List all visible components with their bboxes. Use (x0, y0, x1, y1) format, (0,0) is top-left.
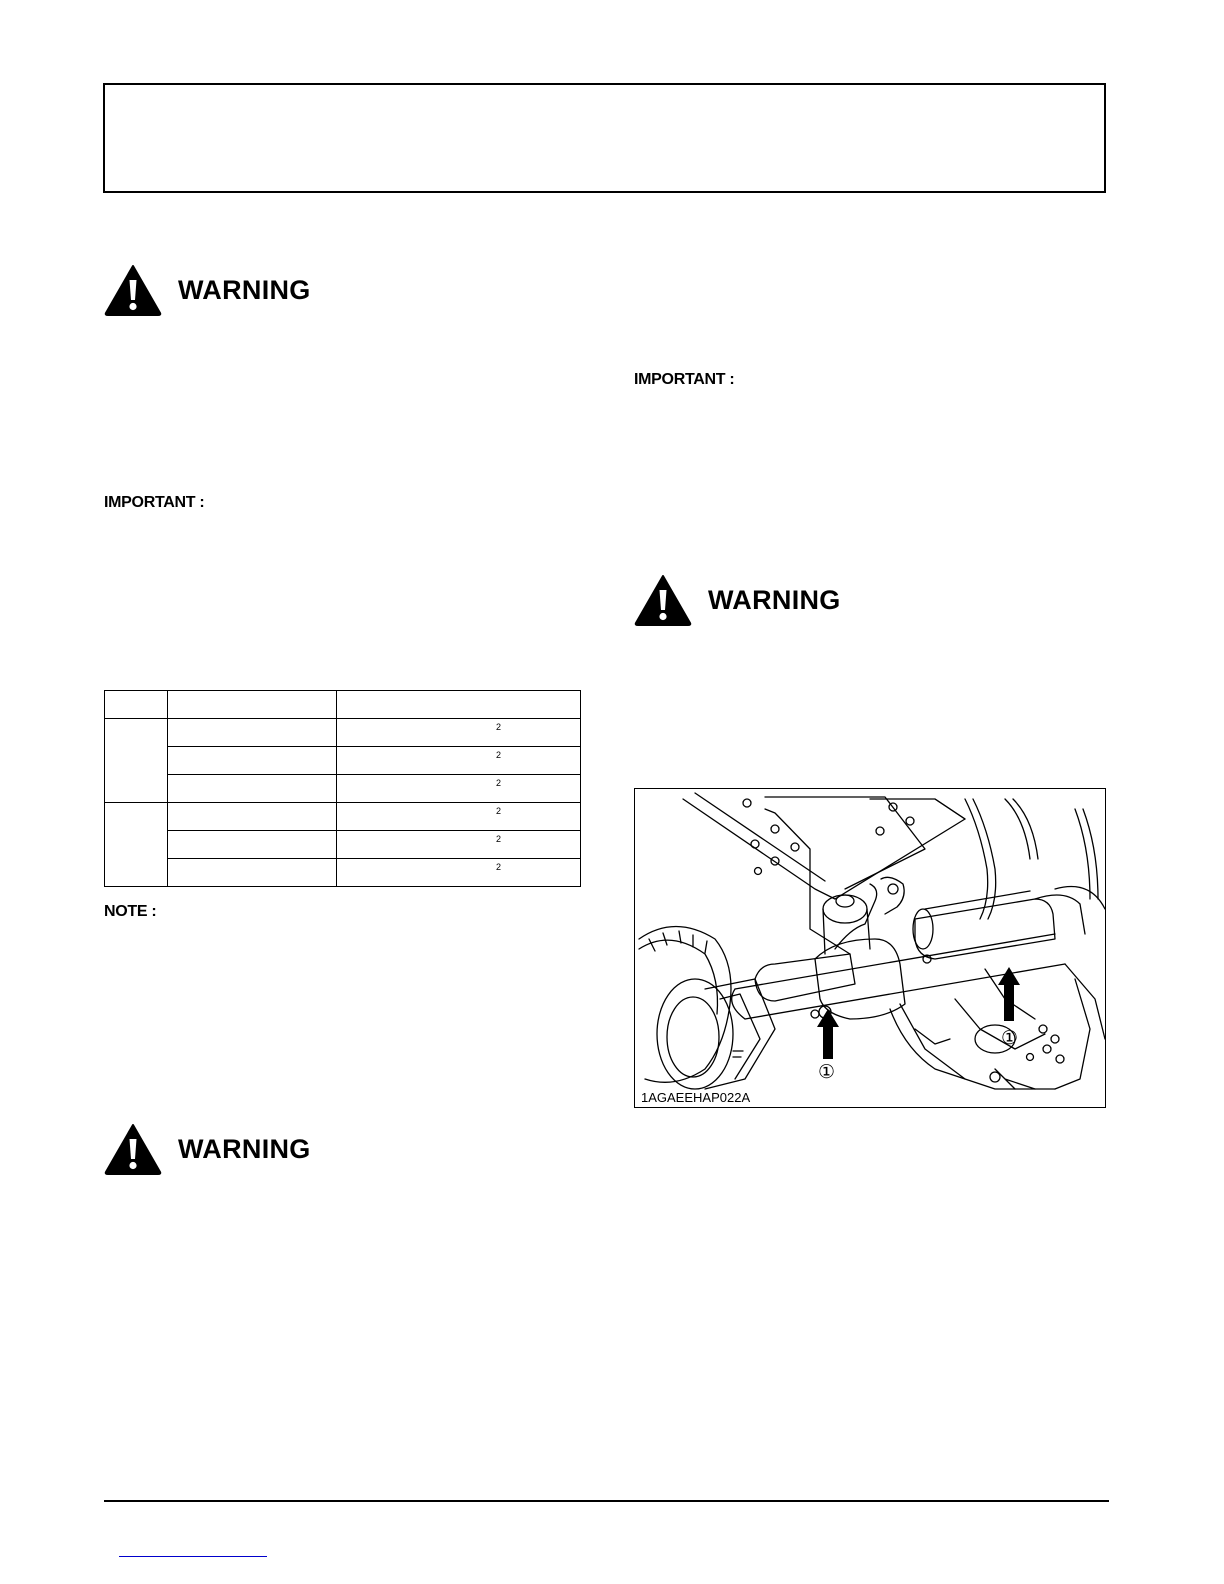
table-cell (337, 831, 581, 859)
superscript-2: 2 (496, 806, 502, 816)
table-cell (337, 775, 581, 803)
table-row (105, 803, 581, 831)
table-cell (105, 719, 168, 803)
axle-drawing (635, 789, 1106, 1108)
warning-triangle-icon (104, 1123, 162, 1175)
table-cell (105, 803, 168, 887)
table-row (105, 859, 581, 887)
header-box (103, 83, 1106, 193)
axle-illustration (634, 788, 1106, 1108)
callout-1-right: ① (1001, 1028, 1019, 1049)
callout-1-left: ① (818, 1062, 836, 1083)
superscript-2: 2 (496, 834, 502, 844)
footer-link-underline[interactable] (119, 1556, 267, 1557)
table-cell (105, 691, 168, 719)
table-row (105, 831, 581, 859)
table-cell (167, 775, 336, 803)
table-row (105, 719, 581, 747)
superscript-2: 2 (496, 750, 502, 760)
table-cell (337, 719, 581, 747)
superscript-2: 2 (496, 862, 502, 872)
important-label-2: IMPORTANT : (634, 371, 735, 388)
table-cell (167, 747, 336, 775)
spec-table (104, 690, 581, 887)
warning-triangle-icon (104, 264, 162, 316)
table-cell (167, 691, 336, 719)
table-cell (167, 859, 336, 887)
superscript-2: 2 (496, 722, 502, 732)
warning-heading-2 (104, 1123, 311, 1175)
table-header-row (105, 691, 581, 719)
table-cell (337, 747, 581, 775)
table-cell (167, 719, 336, 747)
figure-caption: 1AGAEEHAP022A (641, 1090, 751, 1105)
footer-rule (104, 1500, 1109, 1502)
table-cell (337, 859, 581, 887)
table-cell (167, 831, 336, 859)
table-row (105, 775, 581, 803)
important-label-1: IMPORTANT : (104, 494, 205, 511)
table-cell (337, 691, 581, 719)
table-row (105, 747, 581, 775)
warning-heading-3 (634, 574, 841, 626)
table-cell (167, 803, 336, 831)
warning-title: WARNING (178, 274, 311, 305)
warning-heading-1 (104, 264, 311, 316)
note-label: NOTE : (104, 903, 157, 920)
warning-triangle-icon (634, 574, 692, 626)
superscript-2: 2 (496, 778, 502, 788)
table-cell (337, 803, 581, 831)
warning-title: WARNING (708, 584, 841, 615)
warning-title: WARNING (178, 1133, 311, 1164)
